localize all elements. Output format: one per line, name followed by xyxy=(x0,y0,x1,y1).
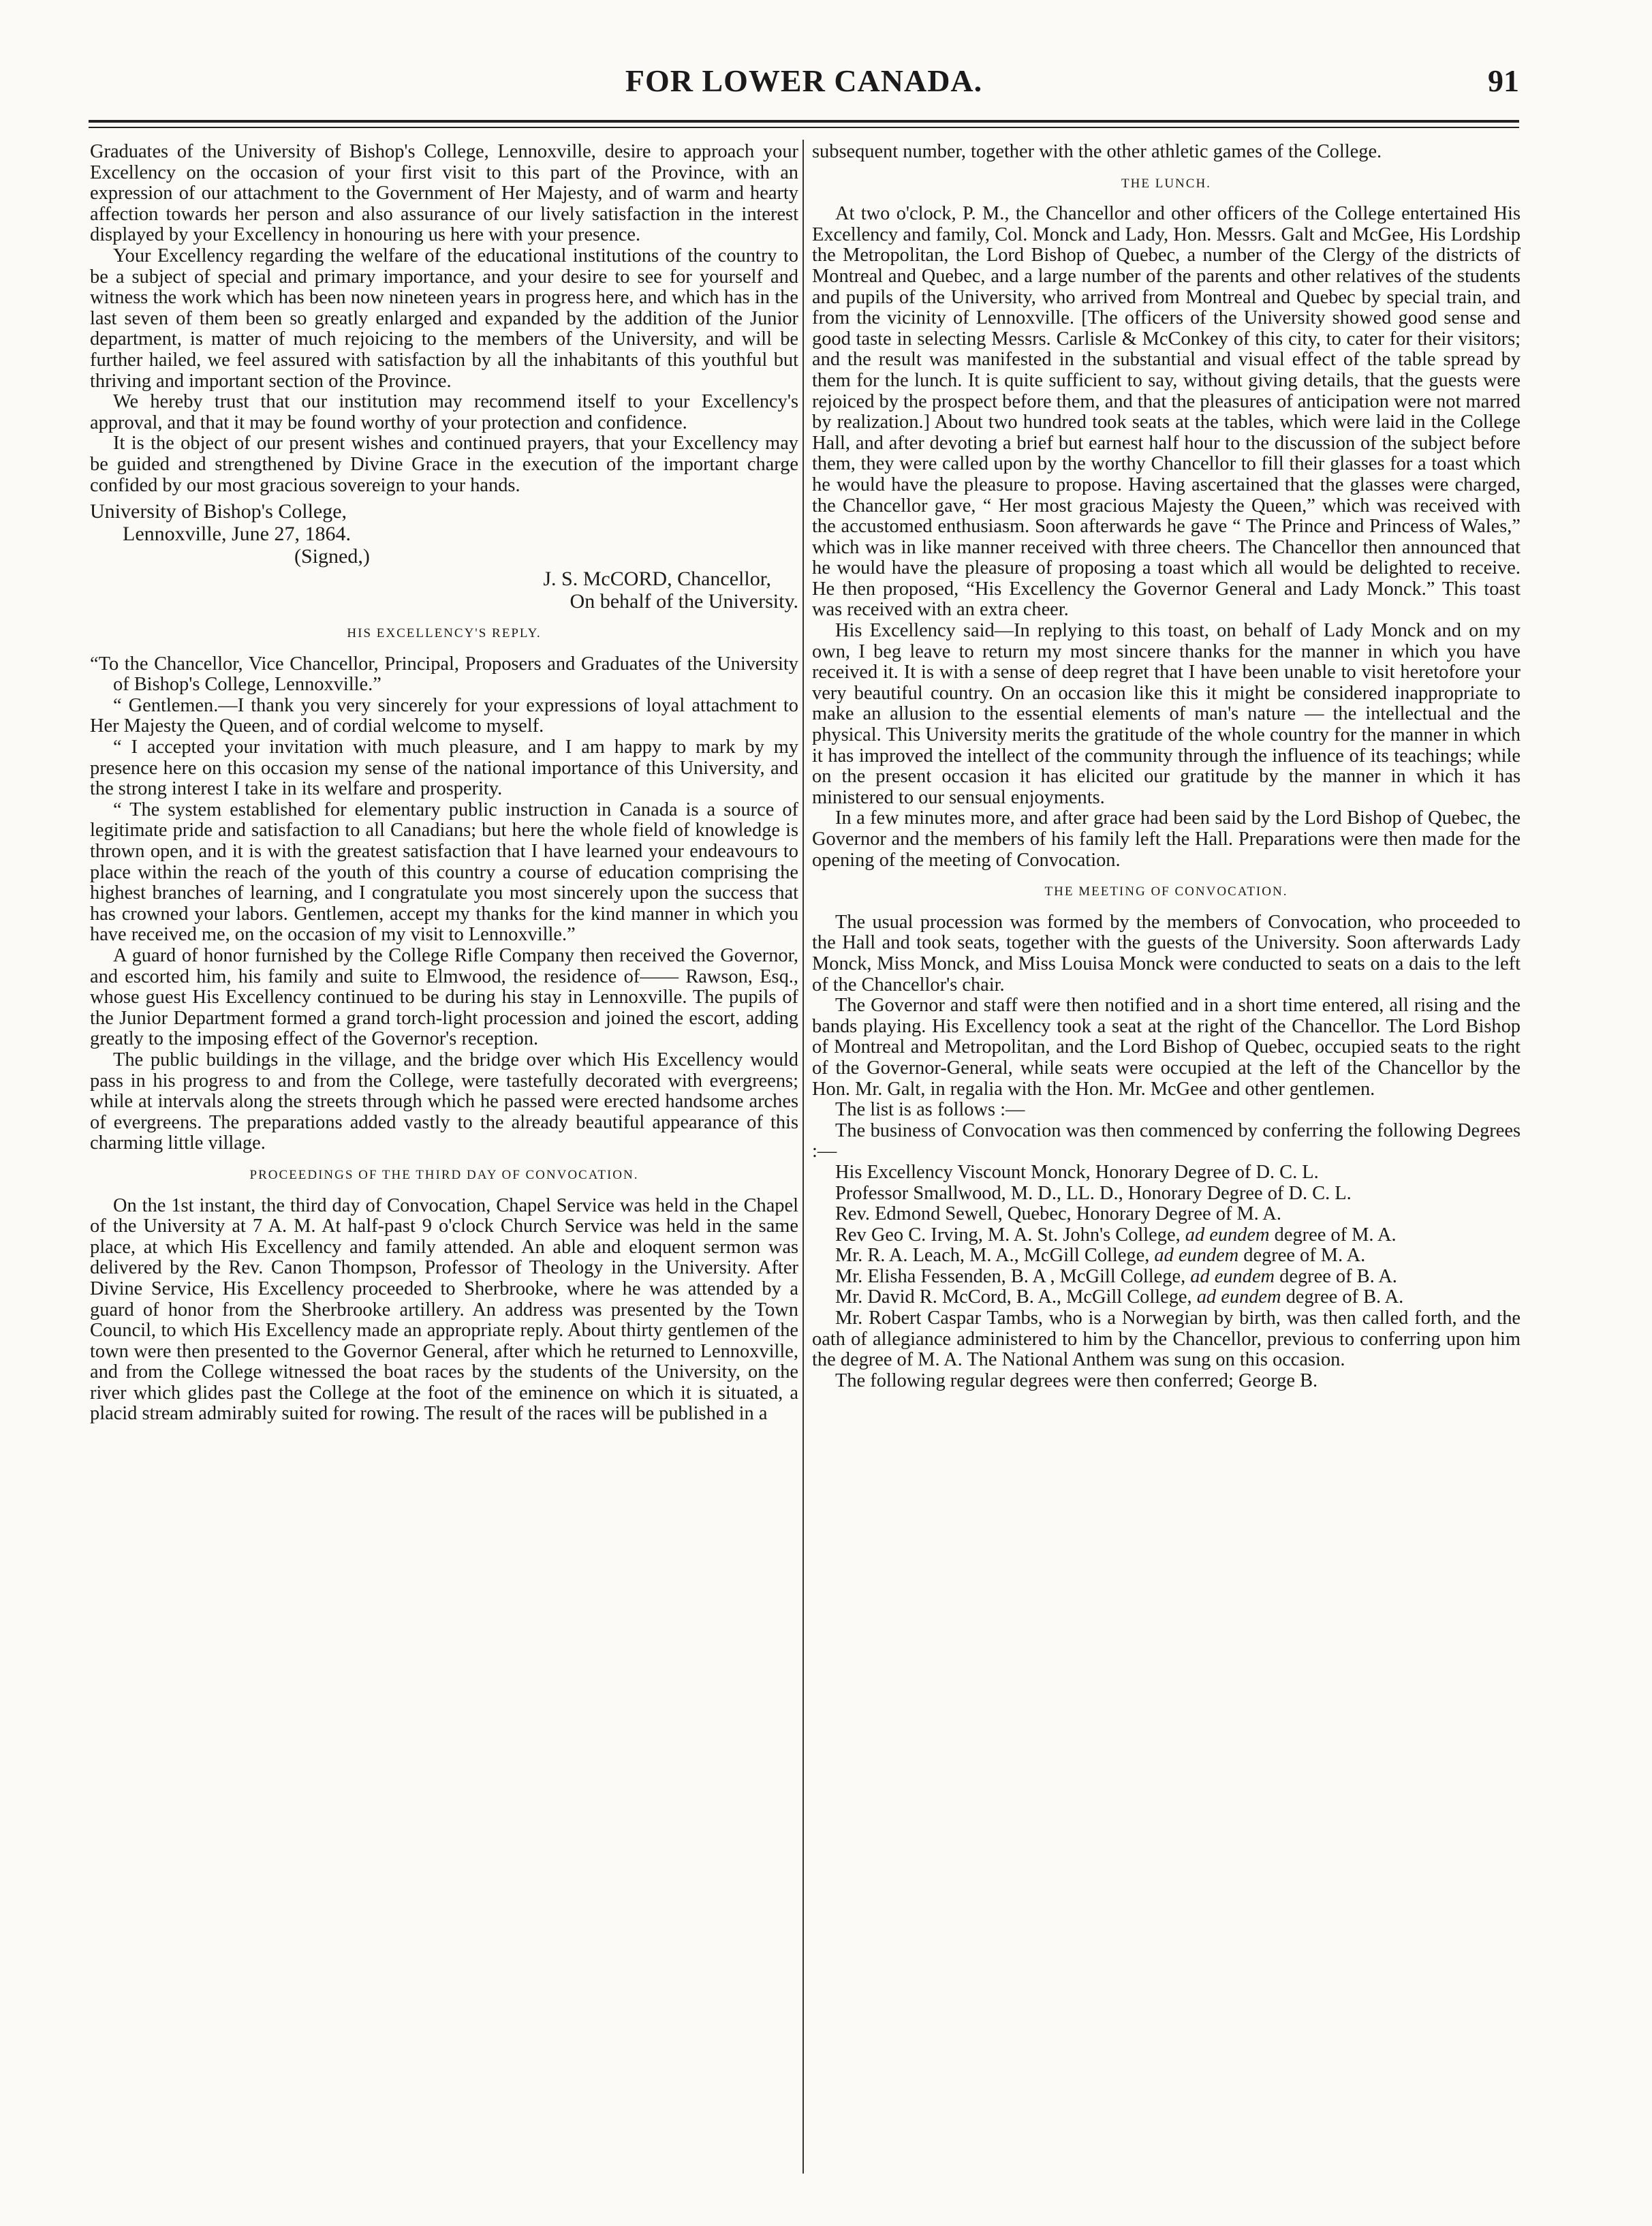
degree-entry xyxy=(812,1225,1521,1246)
signature-name: J. S. McCORD, Chancellor, xyxy=(543,568,771,591)
header-rule-thin xyxy=(89,127,1519,128)
paragraph: subsequent number, together with the other athletic games of the College. xyxy=(812,142,1382,162)
degree-text: degree of B. A. xyxy=(1281,1286,1404,1308)
degree-latin: ad eundem xyxy=(1196,1286,1281,1308)
paragraph: Mr. Robert Caspar Tambs, who is a Norwegian by birth, was then called forth, and the oath of allegiance administered to him by the Chancellor, previous to conferring upon him the degree of M. A. The National Anthem was sung on this occasion. xyxy=(812,1308,1521,1371)
degree-entry xyxy=(812,1267,1521,1288)
paragraph: His Excellency said—In replying to this toast, on behalf of Lady Monck and on my own, I beg leave to return my most sincere thanks for the manner in which you have received it. It is with a sense of deep regret that I have been unable to visit heretofore your very beautiful country. On an occasion like this it might be considered inappropriate to make an allusion to the essential elements of man's nature — the intellectual and the physical. This University merits the gratitude of the whole country for the manner in which it has improved the intellect of the community through the influence of its teachings; while on the present occasion it has elicited our gratitude by the manner in which it has ministered to our sensual enjoyments. xyxy=(812,620,1521,808)
degree-text: degree of B. A. xyxy=(1275,1265,1397,1287)
left-column xyxy=(90,142,798,2172)
paragraph: At two o'clock, P. M., the Chancellor and other officers of the College entertained His Excellency and family, Col. Monck and Lady, Hon. Messrs. Galt and McGee, His Lordship the Metropolitan, the Lord Bishop of Quebec, a number of the Clergy of the districts of Montreal and Quebec, and a large number of the parents and other relatives of the students and pupils of the University, who arrived from Montreal and Quebec by special train, and from the vicinity of Lennoxville. [The officers of the University showed good sense and good taste in selecting Messrs. Carlisle & McConkey of this city, to cater for their visitors; and the result was manifested in the substantial and visual effect of the table spread by them for the lunch. It is quite sufficient to say, without giving details, that the guests were rejoiced by the prospect before them, and that the pleasures of anticipation were not marred by realization.] About two hundred took seats at the tables, which were laid in the College Hall, and after devoting a brief but earnest half hour to the discussion of the subject before them, they were called upon by the worthy Chancellor to fill their glasses for a toast which he would have the pleasure to propose. Having ascertained that the glasses were charged, the Chancellor gave, “ Her most gracious Majesty the Queen,” which was received with the accustomed enthusiasm. Soon afterwards he gave “ The Prince and Princess of Wales,” which was in like manner received with three cheers. The Chancellor then announced that he would have the pleasure of proposing a toast which all would be delighted to receive. He then proposed, “His Excellency the Governor General and Lady Monck.” This toast was received with an extra cheer. xyxy=(812,203,1521,621)
degree-latin: ad eundem xyxy=(1190,1265,1275,1287)
signature-date: Lennoxville, June 27, 1864. xyxy=(123,523,351,546)
degree-text: Mr. Elisha Fessenden, B. A , McGill College, xyxy=(835,1265,1191,1287)
section-heading-proceedings: PROCEEDINGS OF THE THIRD DAY OF CONVOCATION. xyxy=(249,1167,639,1182)
degree-text: Rev Geo C. Irving, M. A. St. John's College, xyxy=(835,1224,1185,1246)
header-rule-thick xyxy=(89,120,1519,123)
paragraph: The business of Convocation was then commenced by conferring the following Degrees :— xyxy=(812,1119,1521,1162)
paragraph: “ The system established for elementary public instruction in Canada is a source of legitimate pride and satisfaction to all Canadians; but here the whole field of knowledge is thrown open, and it is with the greatest satisfaction that I have learned your endeavours to place within the reach of the youth of this country a course of education comprising the highest branches of learning, and I congratulate you most sincerely upon the success that has crowned your labors. Gentlemen, accept my thanks for the kind manner in which you have received me, on the occasion of my visit to Lennoxville.” xyxy=(90,799,798,946)
degree-entry xyxy=(812,1246,1521,1267)
paragraph: Graduates of the University of Bishop's College, Lennoxville, desire to approach your Excellency on the occasion of your first visit to this part of the Province, with an expression of our attachment to the Government of Her Majesty, and of warm and hearty affection towards her person and also assurance of our lively satisfaction in the interest displayed by your Excellency in honouring us here with your presence. xyxy=(90,142,798,246)
degree-entry: Professor Smallwood, M. D., LL. D., Honorary Degree of D. C. L. xyxy=(835,1182,1352,1204)
paragraph: In a few minutes more, and after grace had been said by the Lord Bishop of Quebec, the Governor and the members of his family left the Hall. Preparations were then made for the opening of the meeting of Convocation. xyxy=(812,807,1521,871)
section-heading-reply: HIS EXCELLENCY'S REPLY. xyxy=(347,626,542,641)
signature-place: University of Bishop's College, xyxy=(90,500,347,523)
paragraph: A guard of honor furnished by the College Rifle Company then received the Governor, and escorted him, his family and suite to Elmwood, the residence of—— Rawson, Esq., whose guest His Excellency continued to be during his stay in Lennoxville. The pupils of the Junior Department formed a grand torch-light procession and joined the escort, adding greatly to the imposing effect of the Governor's reception. xyxy=(90,945,798,1050)
degree-entry: Rev. Edmond Sewell, Quebec, Honorary Degree of M. A. xyxy=(835,1203,1281,1225)
degree-text: degree of M. A. xyxy=(1238,1245,1366,1267)
paragraph: “ I accepted your invitation with much pleasure, and I am happy to mark by my presence here on this occasion my sense of the national importance of this University, and the strong interest I take in its welfare and prosperity. xyxy=(90,737,798,800)
signature-signed: (Signed,) xyxy=(294,545,370,568)
degree-entry xyxy=(812,1287,1521,1308)
running-title: FOR LOWER CANADA. xyxy=(625,63,983,98)
paragraph: “ Gentlemen.—I thank you very sincerely for your expressions of loyal attachment to Her Majesty the Queen, and of cordial welcome to myself. xyxy=(90,694,798,737)
paragraph: The usual procession was formed by the members of Convocation, who proceeded to the Hall and took seats, together with the guests of the University. Soon afterwards Lady Monck, Miss Monck, and Miss Louisa Monck were conducted to seats on a dais to the left of the Chancellor's chair. xyxy=(812,911,1521,995)
paragraph: It is the object of our present wishes and continued prayers, that your Excellency may be guided and strengthened by Divine Grace in the execution of the important charge confided by our most gracious sovereign to your hands. xyxy=(90,433,798,496)
degree-latin: ad eundem xyxy=(1185,1224,1270,1246)
reply-address: “To the Chancellor, Vice Chancellor, Principal, Proposers and Graduates of the University of Bishop's College, Lennoxville.” xyxy=(90,653,798,696)
paragraph: The Governor and staff were then notified and in a short time entered, all rising and the bands playing. His Excellency took a seat at the right of the Chancellor. The Lord Bishop of Montreal and Metropolitan, and the Lord Bishop of Quebec, occupied seats to the right of the Governor-General, while seats were occupied at the left of the Chancellor by the Hon. Mr. Galt, in regalia with the Hon. Mr. McGee and other gentlemen. xyxy=(812,995,1521,1100)
paragraph: We hereby trust that our institution may recommend itself to your Excellency's approval, and that it may be found worthy of your protection and confidence. xyxy=(90,391,798,433)
right-column xyxy=(812,142,1521,2172)
paragraph: The following regular degrees were then conferred; George B. xyxy=(835,1370,1318,1391)
paragraph: Your Excellency regarding the welfare of the educational institutions of the country to be a subject of special and primary importance, and your desire to see for yourself and witness the work which has been now nineteen years in progress here, and which has in the last seven of them been so greatly enlarged and expanded by the addition of the Junior department, is matter of much rejoicing to the members of the University, and will be further hailed, we feel assured with satisfaction by all the inhabitants of this youthful but thriving and important section of the Province. xyxy=(90,245,798,392)
section-heading-lunch: THE LUNCH. xyxy=(1121,176,1211,191)
degree-text: Mr. R. A. Leach, M. A., McGill College, xyxy=(835,1245,1155,1267)
paragraph: The public buildings in the village, and the bridge over which His Excellency would pass in his progress to and from the College, were tastefully decorated with evergreens; while at intervals along the streets through which he passed were erected handsome arches of evergreens. The preparations added vastly to the already beautiful appearance of this charming little village. xyxy=(90,1049,798,1154)
signature-block xyxy=(90,500,798,613)
degree-text: degree of M. A. xyxy=(1269,1224,1397,1246)
paragraph: The list is as follows :— xyxy=(835,1099,1025,1121)
column-divider xyxy=(802,140,804,2174)
paragraph: On the 1st instant, the third day of Convocation, Chapel Service was held in the Chapel of the University at 7 A. M. At half-past 9 o'clock Church Service was held in the same place, at which His Excellency and family attended. An able and eloquent sermon was delivered by the Rev. Canon Thompson, Professor of Theology in the University. After Divine Service, His Excellency proceeded to Sherbrooke, where he was attended by a guard of honor from the Sherbrooke artillery. An address was presented by the Town Council, to which His Excellency made an appropriate reply. About thirty gentlemen of the town were then presented to the Governor General, after which he returned to Lennoxville, and from the College witnessed the boat races by the students of the University, on the river which glides past the College at the foot of the eminence on which it is situated, a placid stream admirably suited for rowing. The result of the races will be published in a xyxy=(90,1194,798,1425)
page-header xyxy=(89,63,1519,110)
page-number: 91 xyxy=(1488,63,1519,98)
degree-latin: ad eundem xyxy=(1154,1245,1239,1267)
degree-text: Mr. David R. McCord, B. A., McGill College, xyxy=(835,1286,1197,1308)
signature-behalf: On behalf of the University. xyxy=(570,590,798,613)
degree-entry: His Excellency Viscount Monck, Honorary Degree of D. C. L. xyxy=(835,1161,1319,1183)
section-heading-meeting: THE MEETING OF CONVOCATION. xyxy=(1044,884,1288,899)
